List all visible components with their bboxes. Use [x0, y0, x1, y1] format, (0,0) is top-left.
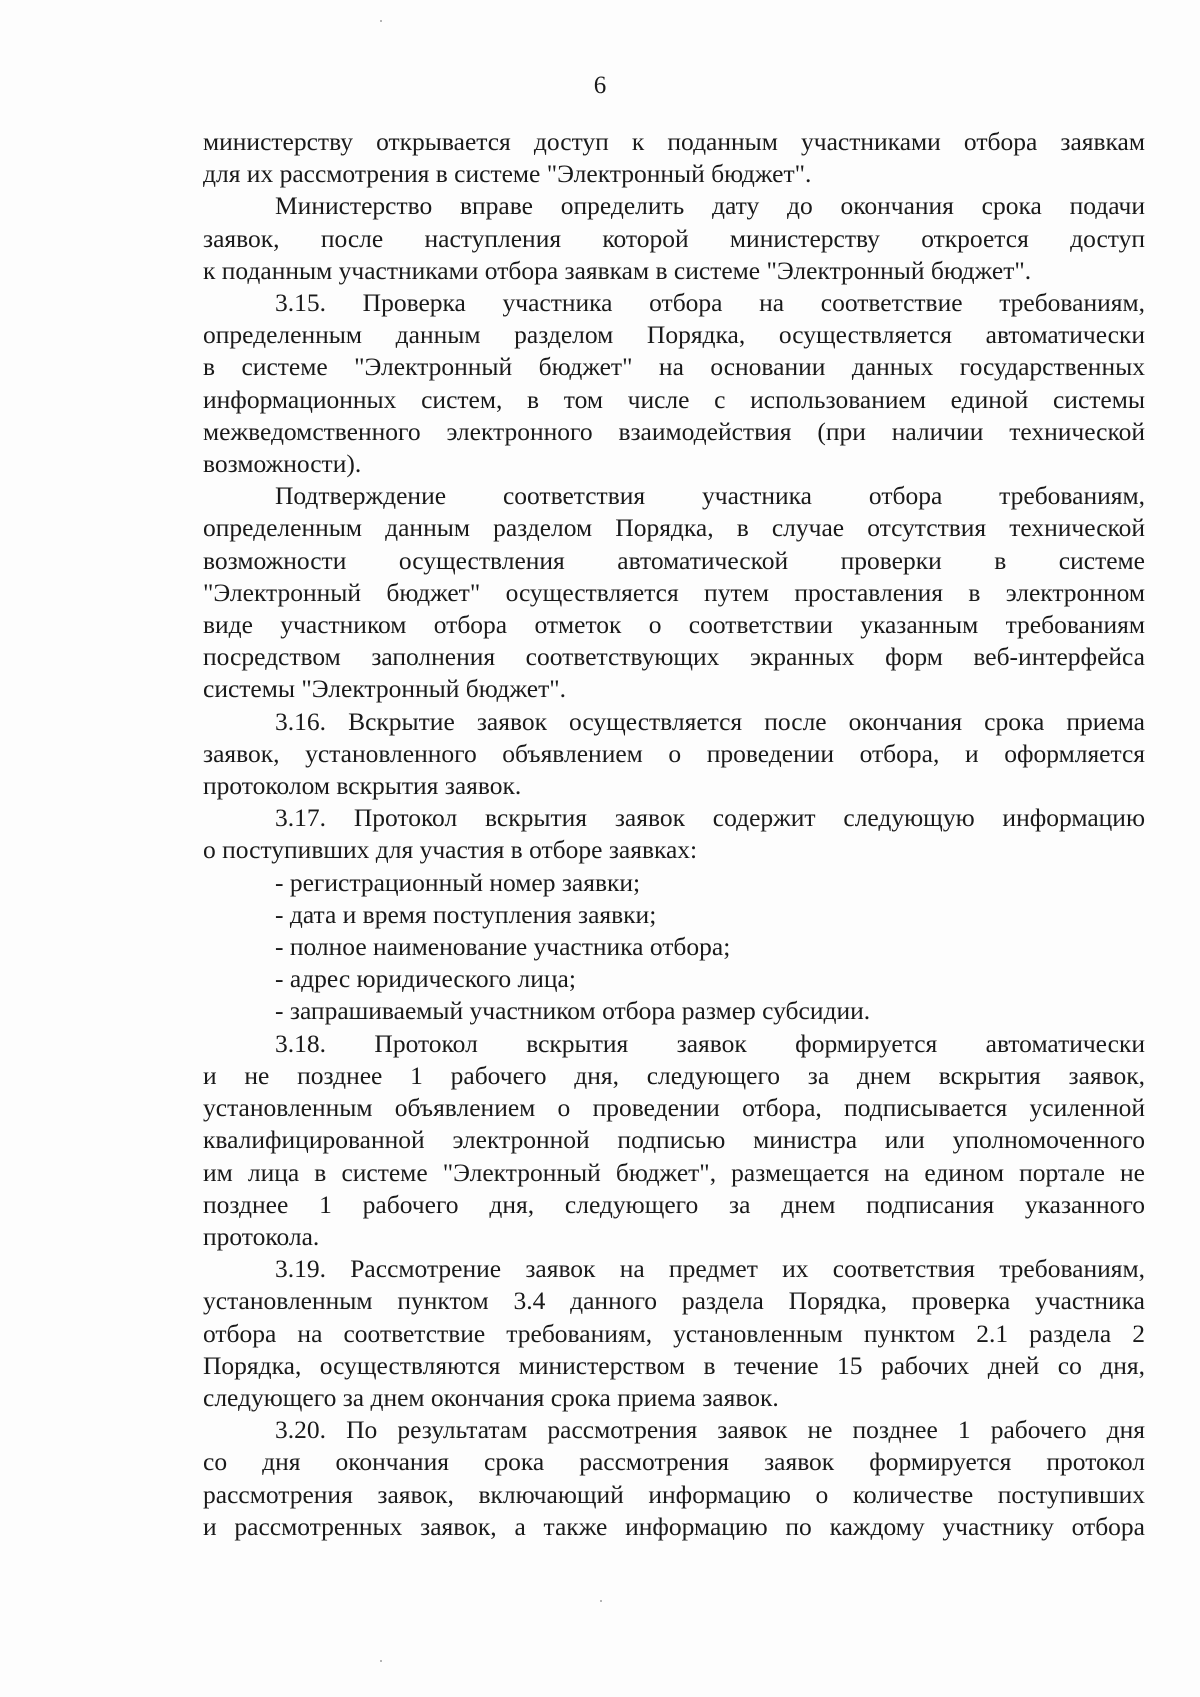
list-item [203, 963, 1145, 995]
clause-3-15 [203, 287, 1145, 319]
clause-3-20 [203, 1446, 1145, 1478]
clause-3-15 [203, 319, 1145, 351]
clause-3-17 [203, 834, 1145, 866]
text-line: возможности). [203, 449, 362, 479]
clause-3-18 [203, 1157, 1145, 1189]
text-line: в системе "Электронный бюджет" на основании данных государственных [203, 352, 1145, 382]
text-line: информационных систем, в том числе с использованием единой системы [203, 384, 1145, 414]
text-line: 3.15. Проверка участника отбора на соответствие требованиям, [275, 288, 1145, 318]
text-line: виде участником отбора отметок о соответствии указанным требованиям [203, 610, 1145, 640]
text-line: 3.17. Протокол вскрытия заявок содержит следующую информацию [275, 803, 1145, 833]
clause-3-18 [203, 1189, 1145, 1221]
text-line: 3.16. Вскрытие заявок осуществляется после окончания срока приема [275, 706, 1145, 736]
paragraph-confirmation [203, 577, 1145, 609]
text-line: Порядка, осуществляются министерством в течение 15 рабочих дней со дня, [203, 1350, 1145, 1380]
clause-3-16 [203, 738, 1145, 770]
list-item-text: - полное наименование участника отбора; [275, 932, 731, 962]
clause-3-16 [203, 706, 1145, 738]
list-item-text: - запрашиваемый участником отбора размер субсидии. [275, 996, 871, 1026]
text-line: протокола. [203, 1221, 320, 1251]
paragraph-ministry-date [203, 190, 1145, 222]
list-item [203, 995, 1145, 1027]
paragraph-continuation [203, 126, 1145, 158]
clause-3-18 [203, 1092, 1145, 1124]
clause-3-19 [203, 1318, 1145, 1350]
scan-speck [380, 20, 382, 22]
text-line: министерству открывается доступ к поданным участниками отбора заявкам [203, 127, 1145, 156]
paragraph-ministry-date [203, 255, 1145, 287]
text-line: системы "Электронный бюджет". [203, 674, 567, 704]
text-line: позднее 1 рабочего дня, следующего за днем подписания указанного [203, 1189, 1145, 1219]
text-line: установленным объявлением о проведении отбора, подписывается усиленной [203, 1093, 1145, 1123]
text-line: к поданным участниками отбора заявкам в системе "Электронный бюджет". [203, 255, 1032, 285]
text-line: им лица в системе "Электронный бюджет", размещается на едином портале не [203, 1157, 1145, 1187]
list-item [203, 867, 1145, 899]
text-line: "Электронный бюджет" осуществляется путем проставления в электронном [203, 577, 1145, 607]
paragraph-confirmation [203, 641, 1145, 673]
scan-speck [380, 1660, 382, 1662]
clause-3-16 [203, 770, 1145, 802]
clause-3-18 [203, 1060, 1145, 1092]
text-line: определенным данным разделом Порядка, в случае отсутствия технической [203, 513, 1145, 543]
body-text [203, 126, 1145, 1543]
clause-3-20 [203, 1479, 1145, 1511]
text-line: определенным данным разделом Порядка, осуществляется автоматически [203, 320, 1145, 350]
clause-3-19 [203, 1285, 1145, 1317]
text-line: со дня окончания срока рассмотрения заявок формируется протокол [203, 1447, 1145, 1477]
clause-3-17 [203, 802, 1145, 834]
text-line: следующего за днем окончания срока приема заявок. [203, 1382, 779, 1412]
clause-3-18 [203, 1028, 1145, 1060]
clause-3-18 [203, 1221, 1145, 1253]
page-number: 6 [593, 72, 607, 99]
paragraph-confirmation [203, 512, 1145, 544]
clause-3-15 [203, 448, 1145, 480]
text-line: установленным пунктом 3.4 данного раздела Порядка, проверка участника [203, 1286, 1145, 1316]
paragraph-continuation [203, 158, 1145, 190]
clause-3-15 [203, 416, 1145, 448]
text-line: отбора на соответствие требованиям, установленным пунктом 2.1 раздела 2 [203, 1318, 1145, 1348]
list-item-text: - адрес юридического лица; [275, 964, 576, 994]
text-line: заявок, установленного объявлением о проведении отбора, и оформляется [203, 738, 1145, 768]
clause-3-19 [203, 1253, 1145, 1285]
text-line: посредством заполнения соответствующих экранных форм веб-интерфейса [203, 642, 1145, 672]
clause-3-20 [203, 1511, 1145, 1543]
text-line: рассмотрения заявок, включающий информацию о количестве поступивших [203, 1479, 1145, 1509]
text-line: межведомственного электронного взаимодействия (при наличии технической [203, 416, 1145, 446]
text-line: 3.18. Протокол вскрытия заявок формируется автоматически [275, 1028, 1145, 1058]
scan-speck [600, 1600, 602, 1602]
text-line: Министерство вправе определить дату до окончания срока подачи [275, 191, 1145, 221]
text-line: и рассмотренных заявок, а также информацию по каждому участнику отбора [203, 1511, 1145, 1541]
list-item [203, 931, 1145, 963]
paragraph-confirmation [203, 673, 1145, 705]
paragraph-confirmation [203, 545, 1145, 577]
list-item [203, 899, 1145, 931]
text-line: 3.20. По результатам рассмотрения заявок не позднее 1 рабочего дня [275, 1415, 1145, 1445]
text-line: о поступивших для участия в отборе заявках: [203, 835, 698, 865]
text-line: для их рассмотрения в системе "Электронный бюджет". [203, 159, 812, 189]
clause-3-15 [203, 351, 1145, 383]
list-item-text: - дата и время поступления заявки; [275, 899, 657, 929]
text-line: и не позднее 1 рабочего дня, следующего за днем вскрытия заявок, [203, 1060, 1145, 1090]
clause-3-15 [203, 384, 1145, 416]
text-line: квалифицированной электронной подписью министра или уполномоченного [203, 1125, 1145, 1155]
text-line: Подтверждение соответствия участника отбора требованиям, [275, 481, 1145, 511]
clause-3-20 [203, 1414, 1145, 1446]
list-item-text: - регистрационный номер заявки; [275, 867, 641, 897]
clause-3-18 [203, 1124, 1145, 1156]
clause-3-19 [203, 1382, 1145, 1414]
text-line: протоколом вскрытия заявок. [203, 771, 522, 801]
paragraph-confirmation [203, 609, 1145, 641]
text-line: 3.19. Рассмотрение заявок на предмет их соответствия требованиям, [275, 1254, 1145, 1284]
paragraph-confirmation [203, 480, 1145, 512]
clause-3-19 [203, 1350, 1145, 1382]
text-line: заявок, после наступления которой министерству откроется доступ [203, 223, 1145, 253]
text-line: возможности осуществления автоматической проверки в системе [203, 545, 1145, 575]
paragraph-ministry-date [203, 223, 1145, 255]
